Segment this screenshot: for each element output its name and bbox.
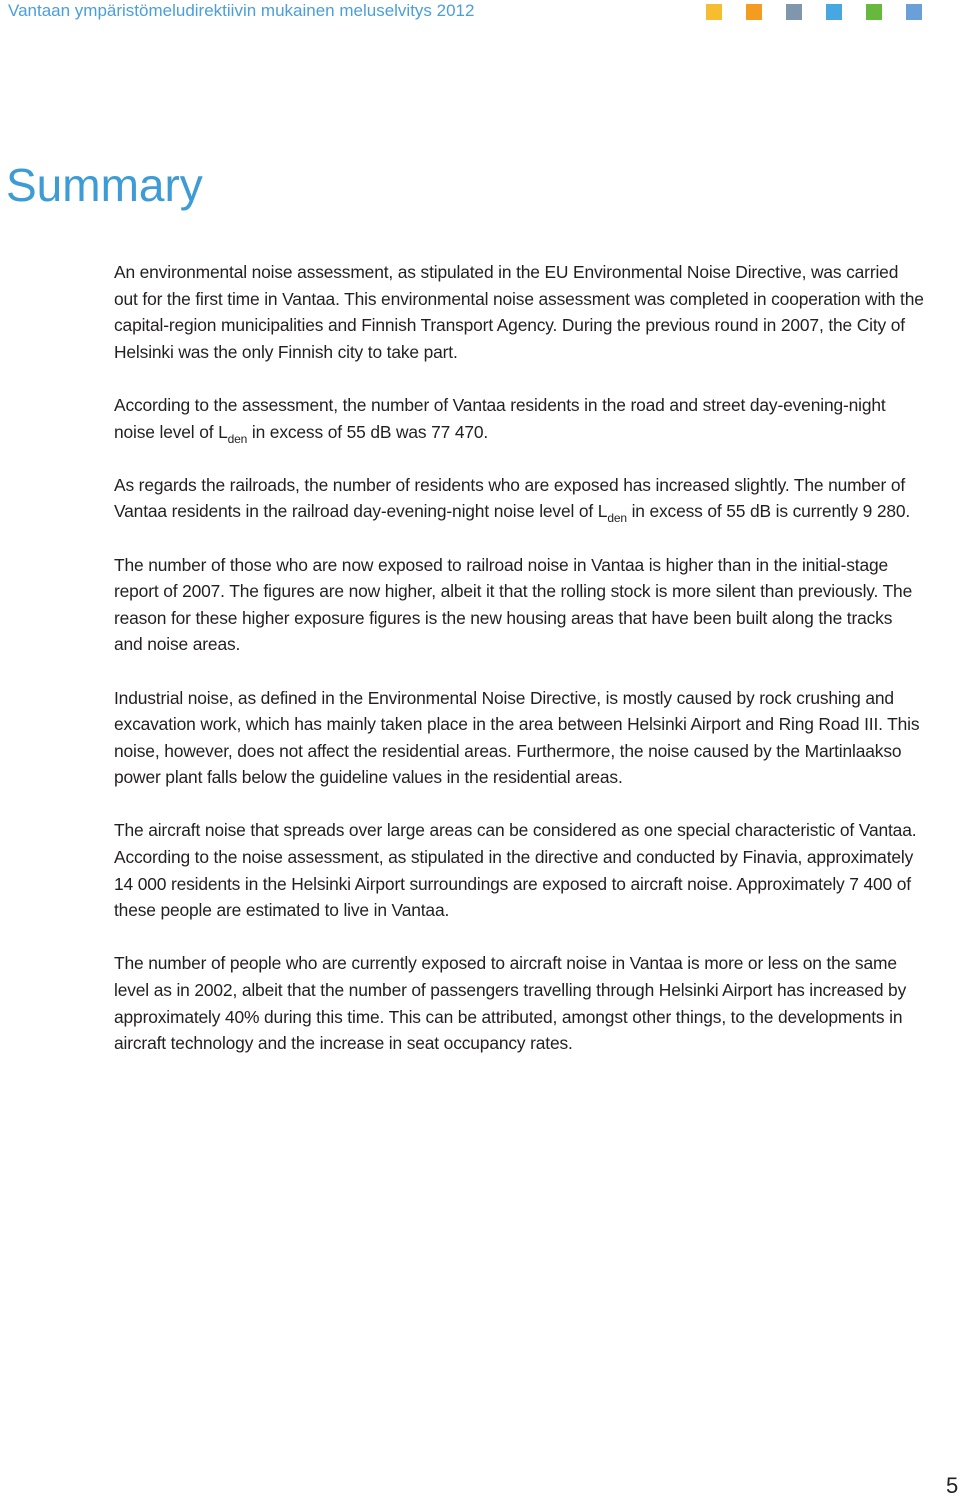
paragraph-1: An environmental noise assessment, as stipulated in the EU Environmental Noise Directive, was carried out for the first time in Vantaa. This environmental noise assessment was completed in cooperation with the capital-region municipalities and Finnish Transport Agency. During the previous round in 2007, the City of Helsinki was the only Finnish city to take part.: [114, 262, 924, 362]
paragraph-6: The aircraft noise that spreads over large areas can be considered as one special characteristic of Vantaa. According to the noise assessment, as stipulated in the directive and conducted by Finavia, approximately 14 000 residents in the Helsinki Airport surroundings are exposed to aircraft noise. Approximately 7 400 of these people are estimated to live in Vantaa.: [114, 820, 917, 921]
page-title: Summary: [6, 159, 203, 211]
color-square-grey-blue: [786, 4, 802, 20]
paragraph-2: [114, 392, 924, 445]
paragraph-2-text-before: According to the assessment, the number of Vantaa residents in the road and street day-evening-night noise level of L: [114, 394, 886, 442]
paragraph-7: The number of people who are currently exposed to aircraft noise in Vantaa is more or less on the same level as in 2002, albeit that the number of passengers travelling through Helsinki Airport has increased by approximately 40% during this time. This can be attributed, amongst other things, to the developments in aircraft technology and the increase in seat occupancy rates.: [114, 953, 907, 1054]
paragraph-5: Industrial noise, as defined in the Environmental Noise Directive, is mostly caused by rock crushing and excavation work, which has mainly taken place in the area between Helsinki Airport and Ring Road III. This noise, however, does not affect the residential areas. Furthermore, the noise caused by the Martinlaakso power plant falls below the guideline values in the residential areas.: [114, 687, 920, 788]
color-square-yellow: [706, 4, 722, 20]
summary-body: [114, 259, 924, 1083]
paragraph-3: [114, 472, 924, 525]
color-square-blue: [906, 4, 922, 20]
paragraph-4: The number of those who are now exposed to railroad noise in Vantaa is higher than in the initial-stage report of 2007. The figures are now higher, albeit it that the rolling stock is more silent than previously. The reason for these higher exposure figures is the new housing areas that have been built along the tracks and noise areas.: [114, 554, 913, 655]
color-square-green: [866, 4, 882, 20]
color-square-orange: [746, 4, 762, 20]
color-square-light-blue: [826, 4, 842, 20]
paragraph-2-subscript: den: [227, 431, 248, 446]
paragraph-2-text-after: in excess of 55 dB was 77 470.: [247, 421, 489, 442]
paragraph-3-text-before: As regards the railroads, the number of residents who are exposed has increased slightly. The number of Vantaa residents in the railroad day-evening-night noise level of L: [114, 474, 906, 522]
paragraph-3-text-after: in excess of 55 dB is currently 9 280.: [626, 501, 911, 522]
running-header-title: Vantaan ympäristömeludirektiivin mukainen meluselvitys 2012: [8, 1, 475, 20]
header-color-squares: [706, 4, 922, 20]
paragraph-3-subscript: den: [607, 511, 627, 526]
page-number: 5: [946, 1473, 959, 1498]
